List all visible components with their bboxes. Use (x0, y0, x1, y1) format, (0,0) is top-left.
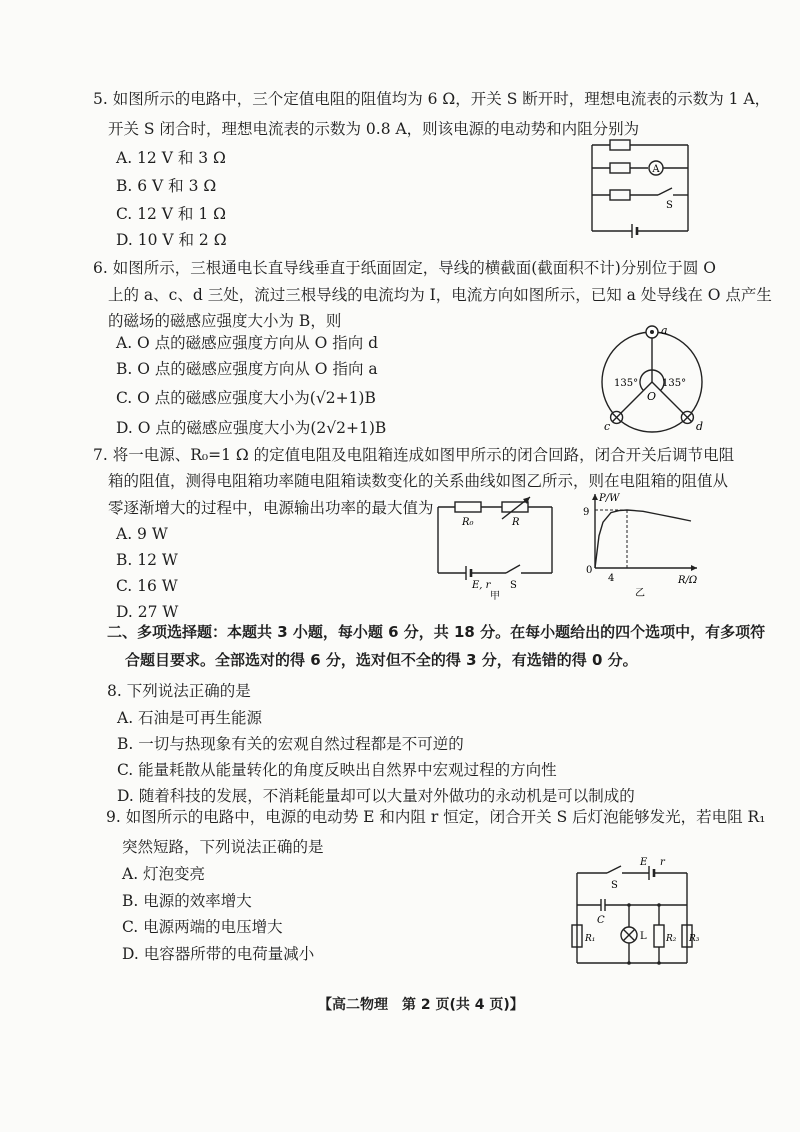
q5-option-a: A. 12 V 和 3 Ω (116, 149, 226, 167)
q6-option-a: A. O 点的磁感应强度方向从 O 指向 d (116, 334, 379, 352)
q5-stem-line1: 5. 如图所示的电路中，三个定值电阻的阻值均为 6 Ω，开关 S 断开时，理想电流表的示数为 1 A， (93, 90, 771, 108)
switch-icon (658, 188, 672, 195)
q6-stem-line2: 上的 a、c、d 三处，流过三根导线的电流均为 I，电流方向如图所示，已知 a 处导线在 O 点产生 (108, 286, 772, 304)
angle-right-label: 135° (662, 378, 687, 389)
switch-icon (607, 866, 621, 873)
lamp-label: L (640, 931, 647, 942)
rheostat-resistor (502, 502, 528, 512)
q6-stem-line3: 的磁场的磁感应强度大小为 B，则 (108, 312, 342, 330)
q9-stem-line2: 突然短路，下列说法正确的是 (122, 838, 324, 856)
switch-label: S (510, 580, 517, 591)
r0-resistor (455, 502, 481, 512)
q7-stem-line2: 箱的阻值，测得电阻箱功率随电阻箱读数变化的关系曲线如图乙所示，则在电阻箱的阻值从 (108, 472, 729, 490)
q7-option-a: A. 9 W (116, 525, 168, 543)
resistor-2 (610, 163, 630, 173)
r-label: R (512, 517, 520, 528)
q6-wires-figure (590, 320, 715, 435)
q5-option-b: B. 6 V 和 3 Ω (116, 177, 217, 195)
q9-circuit-figure (565, 855, 700, 970)
q9-option-b: B. 电源的效率增大 (122, 892, 252, 910)
q8-option-d: D. 随着科技的发展，不消耗能量却可以大量对外做功的永动机是可以制成的 (117, 787, 635, 805)
q9-option-c: C. 电源两端的电压增大 (122, 918, 283, 936)
r3-label: R₃ (689, 934, 700, 944)
q7-power-chart (575, 488, 705, 600)
x-tick-4: 4 (608, 573, 615, 584)
emf-label: E (640, 857, 648, 868)
caption-yi: 乙 (635, 588, 645, 599)
q7-circuit-jia (430, 495, 565, 600)
resistor-3 (610, 190, 630, 200)
x-tick-0: 0 (586, 565, 593, 576)
resistor-1 (610, 140, 630, 150)
q8-option-b: B. 一切与热现象有关的宏观自然过程都是不可逆的 (117, 735, 464, 753)
section2-heading-line2: 合题目要求。全部选对的得 6 分，选对但不全的得 3 分，有选错的得 0 分。 (125, 651, 638, 669)
q5-stem-line2: 开关 S 闭合时，理想电流表的示数为 0.8 A，则该电源的电动势和内阻分别为 (108, 120, 640, 138)
q5-option-c: C. 12 V 和 1 Ω (116, 205, 226, 223)
q7-option-d: D. 27 W (116, 603, 179, 621)
power-curve (595, 510, 691, 568)
r1-label: R₁ (585, 934, 596, 944)
x-axis-label: R/Ω (678, 575, 698, 586)
switch-label: S (666, 200, 673, 211)
q9-option-a: A. 灯泡变亮 (122, 865, 206, 883)
q8-stem: 8. 下列说法正确的是 (107, 682, 251, 700)
q7-stem-line3: 零逐渐增大的过程中，电源输出功率的最大值为 (108, 499, 434, 517)
q6-option-d: D. O 点的磁感应强度大小为(2√2+1)B (116, 419, 387, 437)
q8-option-a: A. 石油是可再生能源 (117, 709, 263, 727)
q6-stem-line1: 6. 如图所示，三根通电长直导线垂直于纸面固定，导线的横截面(截面积不计)分别位于圆 O (93, 259, 716, 277)
q6-option-b: B. O 点的磁感应强度方向从 O 指向 a (116, 360, 378, 378)
q9-stem-line1: 9. 如图所示的电路中，电源的电动势 E 和内阻 r 恒定，闭合开关 S 后灯泡能够发光，若电阻 R₁ (106, 808, 766, 826)
source-label: E, r (472, 580, 491, 591)
q7-option-c: C. 16 W (116, 577, 178, 595)
label-a: a (661, 324, 668, 337)
q5-circuit-figure (580, 135, 700, 240)
caption-jia: 甲 (490, 591, 500, 600)
r2-resistor (654, 925, 664, 947)
q7-option-b: B. 12 W (116, 551, 178, 569)
internal-r-label: r (660, 857, 665, 868)
q6-option-c: C. O 点的磁感应强度大小为(√2+1)B (116, 389, 376, 407)
page-footer: 【高二物理 第 2 页(共 4 页)】 (318, 997, 524, 1013)
y-tick-9: 9 (583, 507, 590, 518)
ammeter-label: A (652, 164, 660, 175)
q8-option-c: C. 能量耗散从能量转化的角度反映出自然界中宏观过程的方向性 (117, 761, 557, 779)
label-o: O (647, 390, 657, 403)
section2-heading-line1: 二、多项选择题：本题共 3 小题，每小题 6 分，共 18 分。在每小题给出的四个选项中，有多项符 (107, 623, 766, 641)
r0-label: R₀ (462, 517, 474, 528)
q7-stem-line1: 7. 将一电源、R₀=1 Ω 的定值电阻及电阻箱连成如图甲所示的闭合回路，闭合开关后调节电阻 (93, 446, 735, 464)
capacitor-label: C (597, 915, 605, 926)
q5-option-d: D. 10 V 和 2 Ω (116, 231, 227, 249)
label-d: d (696, 420, 704, 433)
label-c: c (604, 420, 611, 433)
switch-icon (506, 565, 520, 573)
q9-option-d: D. 电容器所带的电荷量减小 (122, 945, 315, 963)
y-axis-label: P/W (599, 493, 620, 504)
angle-left-label: 135° (614, 378, 639, 389)
switch-label: S (611, 880, 618, 891)
r2-label: R₂ (666, 934, 677, 944)
